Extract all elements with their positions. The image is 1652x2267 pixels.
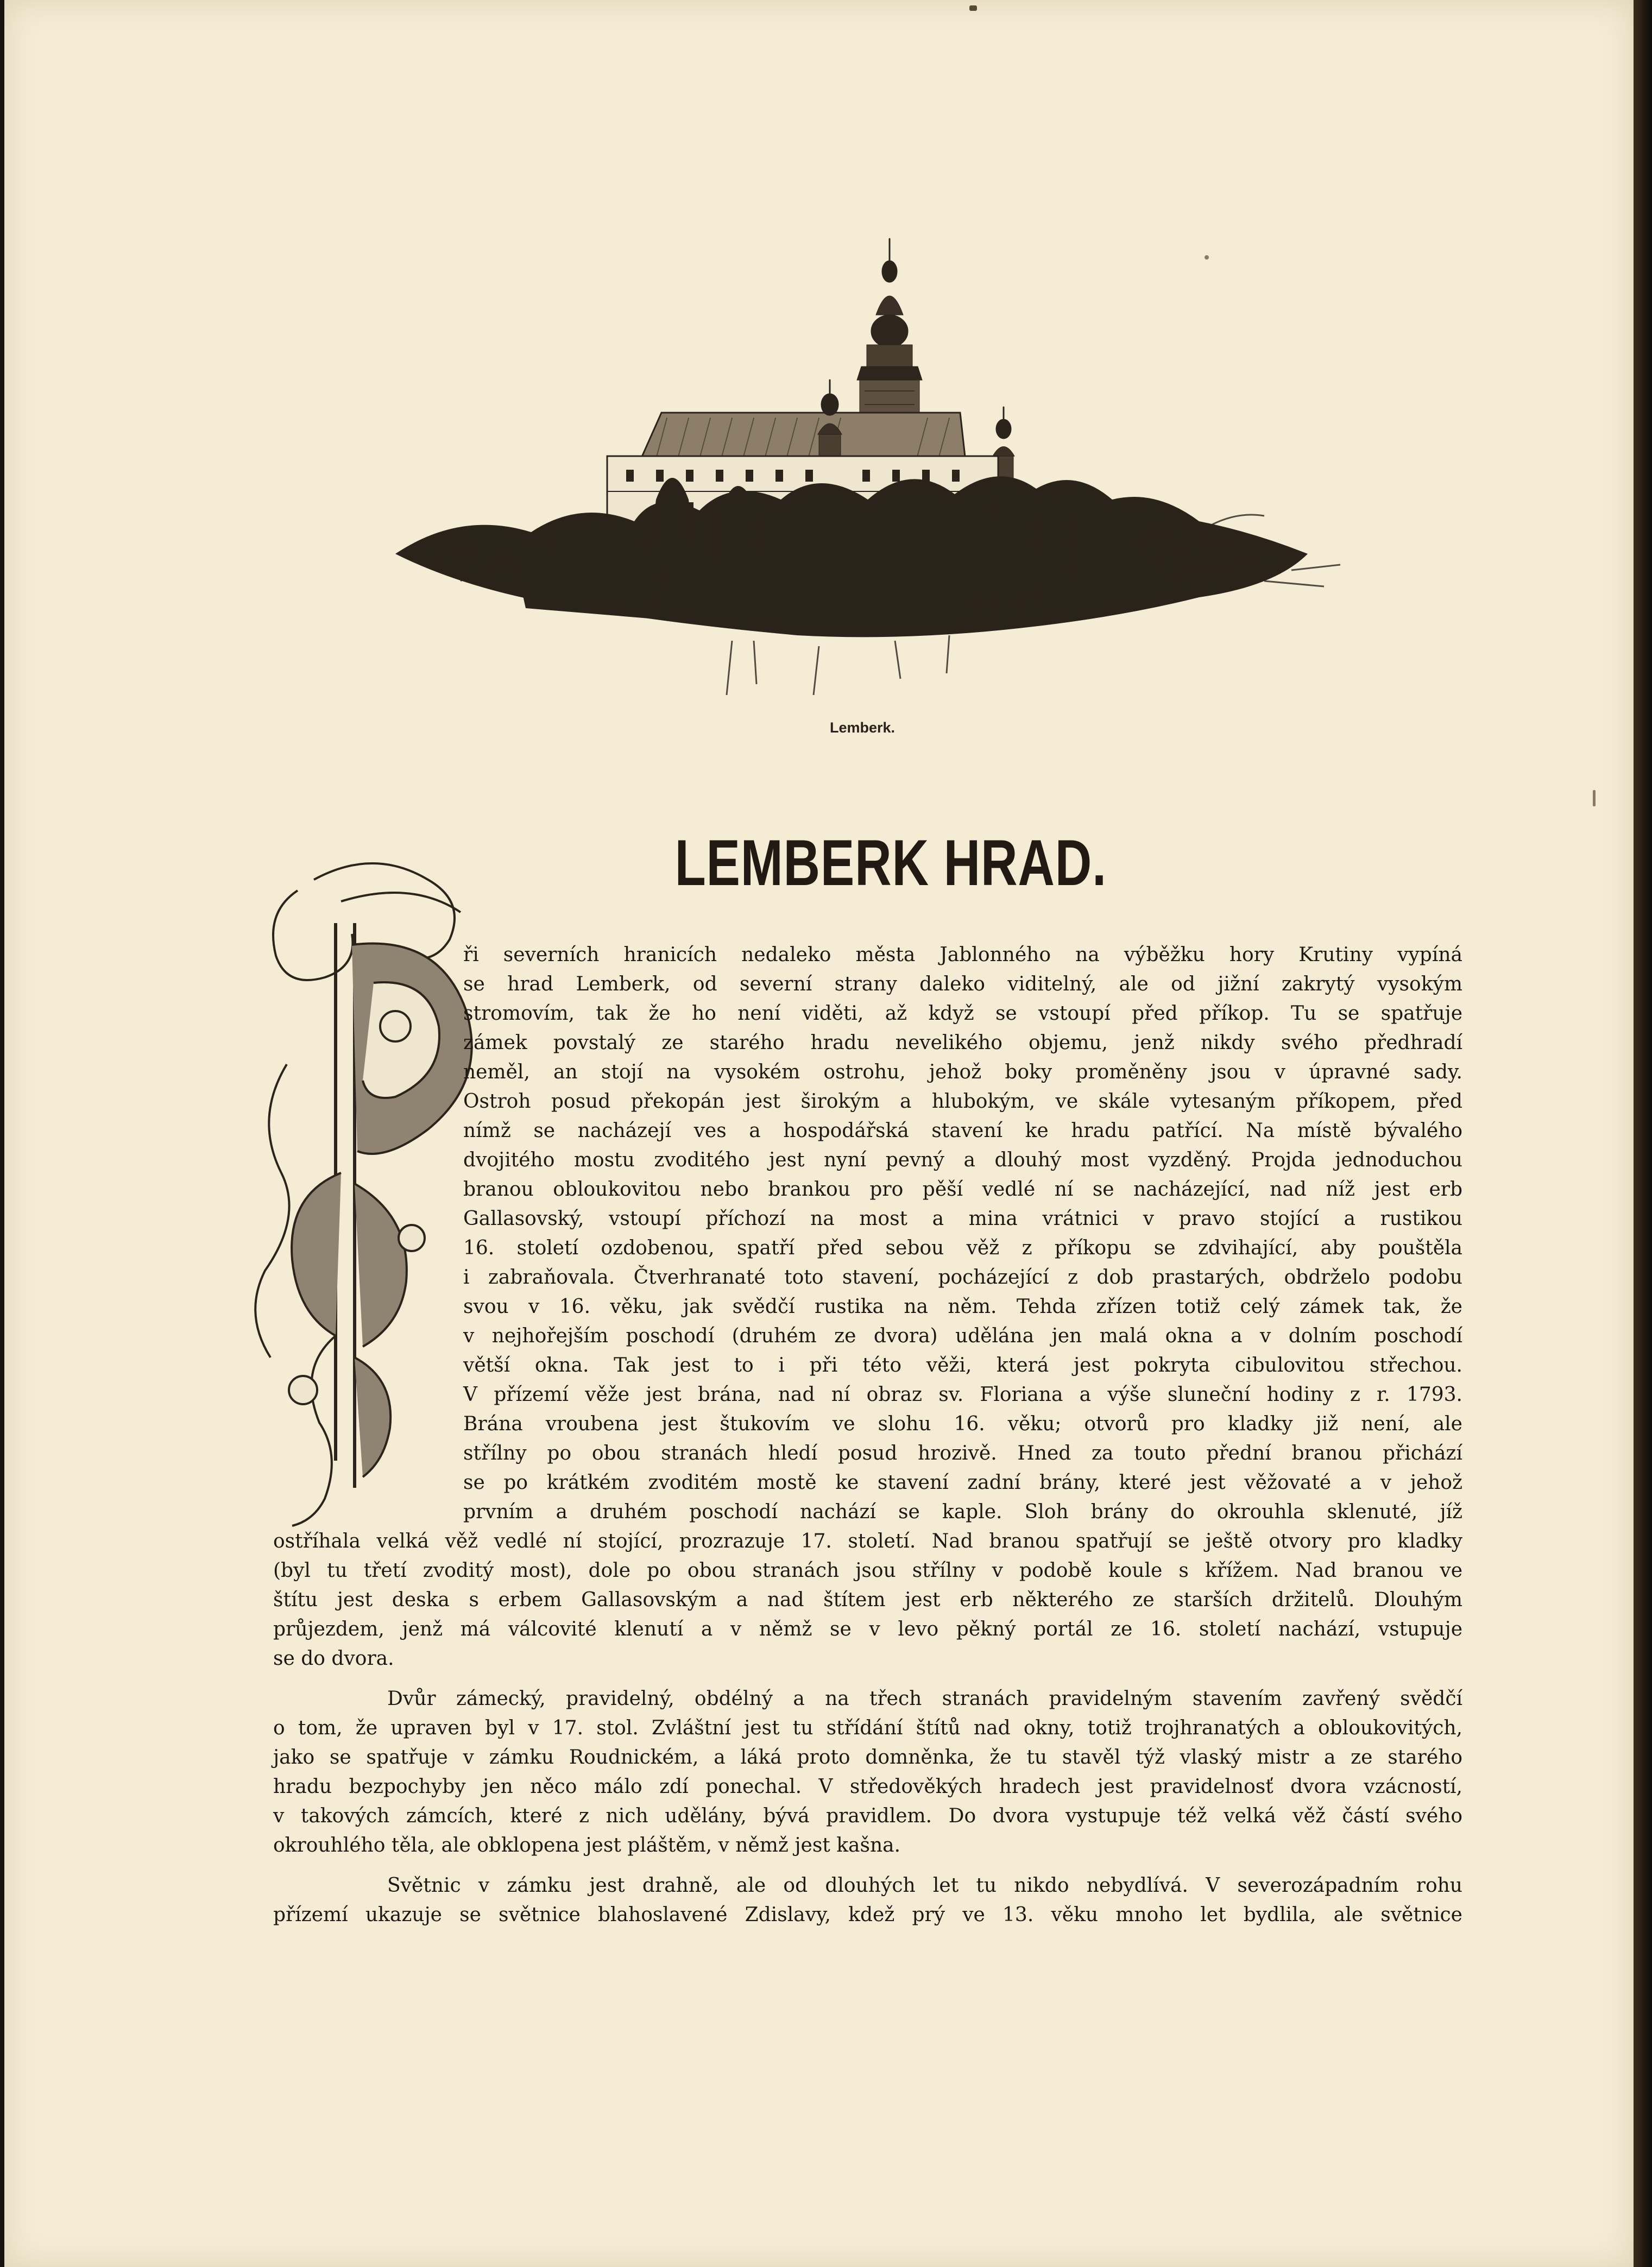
text-line: i zabraňovala. Čtverhranaté toto stavení, pocházející z dob prastarých, obdrželo podobu — [463, 1266, 1462, 1289]
text-line: nímž se nacházejí ves a hospodářská stavení ke hradu patřící. Na místě bývalého — [463, 1120, 1462, 1142]
text-line: jako se spatřuje v zámku Roudnickém, a láká proto domněnka, že tu stavěl týž vlaský mistr a ze starého — [273, 1746, 1462, 1769]
text-line: Dvůr zámecký, pravidelný, obdélný a na třech stranách pravidelným stavením zavřený svědčí — [387, 1688, 1462, 1710]
text-line: 16. století ozdobenou, spatří před sebou věž z příkopu se zdvihající, aby pouštěla — [463, 1237, 1462, 1259]
text-line: Ostroh posud překopán jest širokým a hlubokým, ve skále vytesaným příkopem, před — [463, 1090, 1462, 1113]
decorative-initial-letter — [232, 847, 493, 1537]
text-line: ostříhala velká věž vedlé ní stojící, prozrazuje 17. století. Nad branou spatřují se ještě otvory pro kladky — [273, 1530, 1462, 1552]
book-page — [4, 0, 1634, 2267]
text-line: zámek povstalý ze starého hradu nevelikého objemu, jenž nikdy svého předhradí — [463, 1032, 1462, 1054]
text-line: (byl tu třetí zvoditý most), dole po obou stranách jsou střílny v podobě koule s křížem. Nad branou ve — [273, 1559, 1462, 1582]
text-line: se po krátkém zvoditém mostě ke stavení zadní brány, které jest věžovaté a v jehož — [463, 1472, 1462, 1494]
text-line: dvojitého mostu zvoditého jest nyní pevný a dlouhý most vyzděný. Projda jednoduchou — [463, 1149, 1462, 1171]
book-spine — [1634, 0, 1652, 2267]
text-line: se hrad Lemberk, od severní strany daleko viditelný, ale od jižní zakrytý vysokým — [463, 973, 1462, 995]
text-line: Světnic v zámku jest drahně, ale od dlouhých let tu nikdo nebydlívá. V severozápadním rohu — [387, 1874, 1462, 1897]
text-line: větší okna. Tak jest to i při této věži, která jest pokryta cibulovitou střechou. — [463, 1354, 1462, 1376]
paper-speck — [1205, 255, 1209, 260]
text-line: ři severních hranicích nedaleko města Jablonného na výběžku hory Krutiny vypíná — [463, 944, 1462, 966]
illustration-caption: Lemberk. — [829, 719, 896, 736]
text-line: se do dvora. — [273, 1647, 394, 1670]
text-line: střílny po obou stranách hledí posud hrozivě. Hned za touto přední branou přichází — [463, 1442, 1462, 1464]
text-line: prvním a druhém poschodí nachází se kaple. Sloh brány do okrouhla sklenuté, jíž — [463, 1501, 1462, 1523]
text-line: svou v 16. věku, jak svědčí rustika na něm. Tehda zřízen totiž celý zámek tak, že — [463, 1296, 1462, 1318]
text-line: v takových zámcích, které z nich udělány, bývá pravidlem. Do dvora vystupuje též velká věž částí svého — [273, 1805, 1462, 1827]
text-line: o tom, že upraven byl v 17. stol. Zvláštní jest tu střídání štítů nad okny, totiž trojhranatých a obloukovitých, — [273, 1717, 1462, 1739]
text-line: štítu jest deska s erbem Gallasovským a nad štítem jest erb některého ze starších držitelů. Dlouhým — [273, 1589, 1462, 1611]
text-line: branou obloukovitou nebo brankou pro pěší vedlé ní se nacházející, nad níž jest erb — [463, 1178, 1462, 1201]
text-line: Brána vroubena jest štukovím ve slohu 16. věku; otvorů pro kladky již není, ale — [463, 1413, 1462, 1435]
article-title: LEMBERK HRAD. — [674, 826, 1107, 899]
paper-mark — [1593, 790, 1596, 806]
text-line: Gallasovský, vstoupí příchozí na most a mina vrátnici v pravo stojící a rustikou — [463, 1208, 1462, 1230]
text-line: neměl, an stojí na vysokém ostrohu, jehož boky proměněny jsou v úpravné sady. — [463, 1061, 1462, 1083]
page-mark — [969, 5, 977, 11]
text-line: v nejhořejším poschodí (druhém ze dvora) udělána jen malá okna a v dolním poschodí — [463, 1325, 1462, 1347]
text-line: V přízemí věže jest brána, nad ní obraz sv. Floriana a výše sluneční hodiny z r. 1793. — [463, 1384, 1462, 1406]
castle-illustration — [352, 206, 1384, 728]
text-line: průjezdem, jenž má válcovité klenutí a v němž se v levo pěkný portál ze 16. století nachází, vstupuje — [273, 1618, 1462, 1640]
text-line: okrouhlého těla, ale obklopena jest pláštěm, v němž jest kašna. — [273, 1834, 901, 1856]
text-line: hradu bezpochyby jen něco málo zdí ponechal. V středověkých hradech jest pravidelnosť dvora vzácností, — [273, 1776, 1462, 1798]
text-line: přízemí ukazuje se světnice blahoslavené Zdislavy, kdež prý ve 13. věku mnoho let bydlila, ale světnice — [273, 1904, 1462, 1926]
text-line: stromovím, tak že ho není viděti, až když se vstoupí před příkop. Tu se spatřuje — [463, 1002, 1462, 1025]
